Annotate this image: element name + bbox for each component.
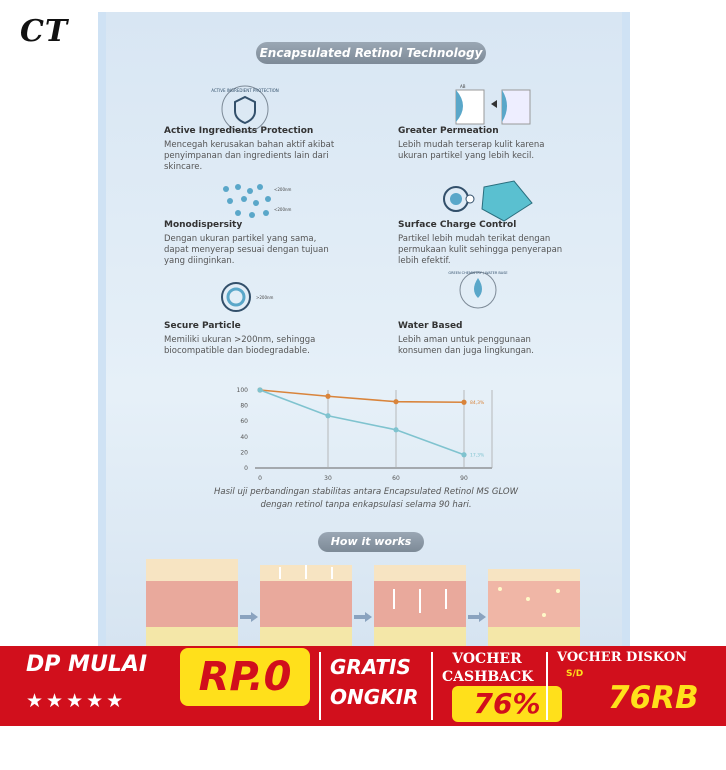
feature-monodispersity bbox=[164, 220, 339, 267]
vocher-text: VOCHER bbox=[452, 651, 522, 667]
feature-line: Memiliki ukuran >200nm, sehingga bbox=[164, 335, 316, 345]
feature-line: dapat menyerap sesuai dengan tujuan bbox=[164, 245, 329, 255]
feature-line: permukaan kulit sehingga penyerapan bbox=[398, 245, 563, 255]
series-end-label: 84,3% bbox=[470, 401, 485, 407]
data-point bbox=[393, 427, 398, 432]
up-to-label: S/D bbox=[566, 669, 584, 679]
divider bbox=[431, 652, 433, 720]
skin-stage-3 bbox=[374, 559, 466, 651]
water-base-icon-text: GREEN CHEMISTRY / WATER BASE bbox=[448, 271, 508, 275]
arrow-right-icon bbox=[354, 612, 372, 622]
secure-size-label: >200nm bbox=[256, 295, 274, 300]
feature-line: lebih efektif. bbox=[398, 256, 451, 266]
price-badge bbox=[180, 648, 310, 706]
how-it-works-title: How it works bbox=[318, 532, 424, 552]
surface-charge-icon bbox=[442, 177, 552, 223]
skin-stage-2 bbox=[260, 559, 352, 651]
feature-title: Monodispersity bbox=[164, 220, 243, 230]
water-drop-icon bbox=[448, 268, 508, 312]
feature-line: ukuran partikel yang lebih kecil. bbox=[398, 151, 535, 161]
price-value: RP.0 bbox=[198, 654, 292, 700]
cashback-text: CASHBACK bbox=[442, 669, 534, 685]
feature-line: biocompatible dan biodegradable. bbox=[164, 346, 310, 356]
data-point bbox=[393, 399, 398, 404]
particles-icon bbox=[216, 177, 306, 223]
feature-line: Lebih mudah terserap kulit karena bbox=[398, 140, 545, 150]
permeation-icon bbox=[454, 82, 534, 126]
y-tick-label: 60 bbox=[240, 418, 248, 426]
arrow-right-icon bbox=[240, 612, 258, 622]
feature-title: Water Based bbox=[398, 321, 463, 331]
active-ingredient-icon-text: ACTIVE INGREDIENT PROTECTION bbox=[211, 88, 279, 93]
feature-line: konsumen dan juga lingkungan. bbox=[398, 346, 535, 356]
data-point bbox=[257, 387, 262, 392]
permeation-ab-label: AB bbox=[460, 84, 466, 89]
caption-line: Hasil uji perbandingan stabilitas antara Encapsulated Retinol MS GLOW bbox=[213, 487, 519, 497]
secure-particle-icon bbox=[216, 277, 296, 317]
data-point bbox=[325, 394, 330, 399]
promo-banner bbox=[0, 646, 726, 726]
poster-header: Encapsulated Retinol Technology bbox=[256, 42, 486, 64]
arrow-right-icon bbox=[468, 612, 486, 622]
dp-label: DP MULAI bbox=[26, 652, 148, 677]
data-point bbox=[461, 400, 466, 405]
feature-water-based bbox=[398, 321, 573, 357]
x-tick-label: 0 bbox=[258, 475, 262, 482]
discount-amount: 76RB bbox=[608, 680, 699, 716]
brand-logo: CT bbox=[20, 14, 69, 49]
product-poster bbox=[98, 12, 630, 648]
cashback-percent: 76% bbox=[473, 687, 541, 720]
x-tick-label: 30 bbox=[324, 475, 332, 482]
divider bbox=[319, 652, 321, 720]
feature-active-protection bbox=[164, 126, 339, 173]
feature-secure-particle bbox=[164, 321, 339, 357]
feature-title: Secure Particle bbox=[164, 321, 241, 331]
y-tick-label: 100 bbox=[236, 387, 248, 394]
gratis-text: GRATIS bbox=[330, 655, 411, 679]
feature-line: Lebih aman untuk penggunaan bbox=[398, 335, 531, 345]
stability-chart bbox=[234, 380, 514, 485]
y-tick-label: 40 bbox=[240, 433, 248, 441]
particle-size-label-2: <200nm bbox=[274, 207, 292, 212]
chart-caption bbox=[196, 486, 536, 512]
rating-stars: ★★★★★ bbox=[26, 690, 127, 712]
data-point bbox=[461, 452, 466, 457]
caption-line: dengan retinol tanpa enkapsulasi selama 90 hari. bbox=[260, 500, 472, 510]
feature-line: yang diinginkan. bbox=[164, 256, 235, 266]
divider bbox=[546, 652, 548, 720]
series-line bbox=[260, 390, 464, 402]
feature-line: Dengan ukuran partikel yang sama, bbox=[164, 234, 317, 244]
feature-line: skincare. bbox=[164, 162, 203, 172]
feature-title: Surface Charge Control bbox=[398, 220, 517, 230]
skin-stage-1 bbox=[146, 559, 238, 651]
free-shipping-label bbox=[330, 652, 419, 732]
y-tick-label: 20 bbox=[240, 449, 248, 457]
particle-size-label-1: <200nm bbox=[274, 187, 292, 192]
feature-surface-charge bbox=[398, 220, 573, 267]
discount-voucher-label: VOCHER DISKON bbox=[557, 650, 687, 665]
series-end-label: 17,3% bbox=[470, 453, 485, 459]
data-point bbox=[325, 413, 330, 418]
feature-line: Mencegah kerusakan bahan aktif akibat bbox=[164, 140, 335, 150]
ongkir-text: ONGKIR bbox=[330, 685, 419, 709]
feature-line: Partikel lebih mudah terikat dengan bbox=[398, 234, 551, 244]
feature-greater-permeation bbox=[398, 126, 573, 162]
feature-line: penyimpanan dan ingredients lain dari bbox=[164, 151, 329, 161]
y-tick-label: 80 bbox=[240, 402, 248, 410]
skin-stage-4 bbox=[488, 559, 580, 651]
feature-title: Active Ingredients Protection bbox=[164, 126, 314, 136]
feature-title: Greater Permeation bbox=[398, 126, 499, 136]
y-tick-label: 0 bbox=[244, 465, 248, 472]
x-tick-label: 90 bbox=[460, 475, 468, 482]
x-tick-label: 60 bbox=[392, 475, 400, 482]
